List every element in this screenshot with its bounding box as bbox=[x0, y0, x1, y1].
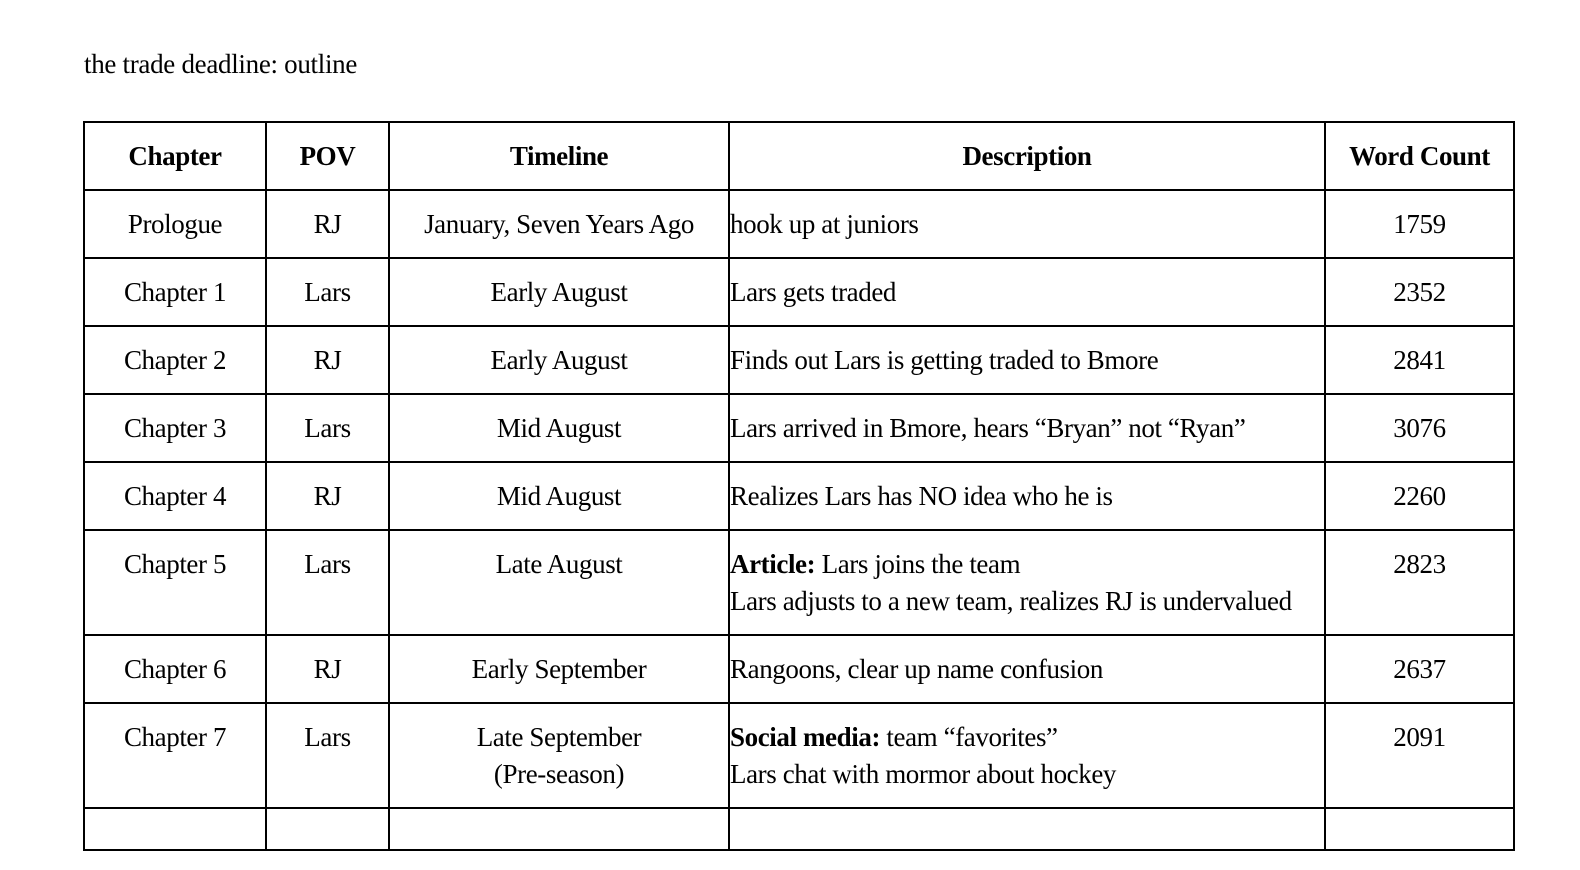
cell-word-count: 2823 bbox=[1325, 530, 1514, 635]
cell-description bbox=[729, 635, 1325, 703]
cell-word-count: 2260 bbox=[1325, 462, 1514, 530]
description-line bbox=[730, 410, 1324, 447]
timeline-line: January, Seven Years Ago bbox=[424, 209, 694, 239]
header-pov: POV bbox=[266, 122, 389, 190]
description-line bbox=[730, 756, 1324, 793]
cell-empty bbox=[389, 808, 729, 850]
cell-pov: RJ bbox=[266, 190, 389, 258]
cell-word-count: 1759 bbox=[1325, 190, 1514, 258]
header-chapter: Chapter bbox=[84, 122, 266, 190]
cell-description bbox=[729, 394, 1325, 462]
cell-timeline bbox=[389, 258, 729, 326]
description-lead: Social media: bbox=[730, 722, 881, 752]
description-text: team “favorites” bbox=[880, 722, 1058, 752]
cell-timeline bbox=[389, 394, 729, 462]
table-row bbox=[84, 703, 1514, 808]
cell-timeline bbox=[389, 635, 729, 703]
cell-pov: Lars bbox=[266, 258, 389, 326]
table-row bbox=[84, 462, 1514, 530]
description-line bbox=[730, 478, 1324, 515]
cell-chapter: Chapter 7 bbox=[84, 703, 266, 808]
cell-description bbox=[729, 258, 1325, 326]
description-text: Finds out Lars is getting traded to Bmore bbox=[730, 345, 1159, 375]
cell-word-count: 2352 bbox=[1325, 258, 1514, 326]
cell-chapter: Prologue bbox=[84, 190, 266, 258]
timeline-line: Mid August bbox=[496, 413, 622, 443]
cell-chapter: Chapter 1 bbox=[84, 258, 266, 326]
cell-chapter: Chapter 6 bbox=[84, 635, 266, 703]
cell-timeline bbox=[389, 530, 729, 635]
table-row bbox=[84, 394, 1514, 462]
description-lead: Article: bbox=[730, 549, 816, 579]
cell-chapter: Chapter 2 bbox=[84, 326, 266, 394]
cell-pov: RJ bbox=[266, 635, 389, 703]
table-row bbox=[84, 635, 1514, 703]
description-line bbox=[730, 206, 1324, 243]
description-text: hook up at juniors bbox=[730, 209, 919, 239]
header-timeline: Timeline bbox=[389, 122, 729, 190]
cell-description bbox=[729, 462, 1325, 530]
cell-empty bbox=[1325, 808, 1514, 850]
description-text: Lars joins the team bbox=[815, 549, 1021, 579]
header-description: Description bbox=[729, 122, 1325, 190]
description-text: Lars gets traded bbox=[730, 277, 897, 307]
table-row bbox=[84, 190, 1514, 258]
cell-chapter: Chapter 3 bbox=[84, 394, 266, 462]
table-row-partial bbox=[84, 808, 1514, 850]
cell-description bbox=[729, 703, 1325, 808]
description-text: Rangoons, clear up name confusion bbox=[730, 654, 1103, 684]
timeline-line: Early September bbox=[471, 654, 647, 684]
table-row bbox=[84, 326, 1514, 394]
description-line bbox=[730, 651, 1324, 688]
description-line bbox=[730, 342, 1324, 379]
table-row bbox=[84, 530, 1514, 635]
description-line bbox=[730, 719, 1324, 756]
timeline-line: Late August bbox=[495, 549, 623, 579]
table-body bbox=[84, 190, 1514, 850]
timeline-line: Mid August bbox=[496, 481, 622, 511]
cell-chapter: Chapter 5 bbox=[84, 530, 266, 635]
cell-description bbox=[729, 326, 1325, 394]
cell-timeline bbox=[389, 462, 729, 530]
cell-timeline bbox=[389, 326, 729, 394]
timeline-line: (Pre-season) bbox=[493, 759, 625, 789]
cell-word-count: 2841 bbox=[1325, 326, 1514, 394]
description-text: Lars arrived in Bmore, hears “Bryan” not “Ryan” bbox=[730, 413, 1246, 443]
timeline-line: Late September bbox=[476, 722, 642, 752]
cell-description bbox=[729, 530, 1325, 635]
cell-empty bbox=[84, 808, 266, 850]
table-row bbox=[84, 258, 1514, 326]
cell-word-count: 2637 bbox=[1325, 635, 1514, 703]
cell-pov: Lars bbox=[266, 530, 389, 635]
cell-chapter: Chapter 4 bbox=[84, 462, 266, 530]
description-line bbox=[730, 546, 1324, 583]
cell-timeline bbox=[389, 190, 729, 258]
timeline-line: Early August bbox=[490, 345, 628, 375]
cell-word-count: 2091 bbox=[1325, 703, 1514, 808]
document-title: the trade deadline: outline bbox=[84, 49, 358, 79]
header-row bbox=[84, 122, 1514, 190]
cell-pov: Lars bbox=[266, 394, 389, 462]
description-text: Lars adjusts to a new team, realizes RJ is undervalued bbox=[730, 586, 1292, 616]
timeline-line: Early August bbox=[490, 277, 628, 307]
cell-empty bbox=[266, 808, 389, 850]
cell-pov: RJ bbox=[266, 462, 389, 530]
cell-pov: Lars bbox=[266, 703, 389, 808]
outline-table bbox=[83, 121, 1515, 851]
cell-description bbox=[729, 190, 1325, 258]
header-word-count: Word Count bbox=[1325, 122, 1514, 190]
cell-empty bbox=[729, 808, 1325, 850]
cell-pov: RJ bbox=[266, 326, 389, 394]
description-line bbox=[730, 274, 1324, 311]
description-line bbox=[730, 583, 1324, 620]
description-text: Realizes Lars has NO idea who he is bbox=[730, 481, 1113, 511]
description-text: Lars chat with mormor about hockey bbox=[730, 759, 1117, 789]
cell-timeline bbox=[389, 703, 729, 808]
cell-word-count: 3076 bbox=[1325, 394, 1514, 462]
